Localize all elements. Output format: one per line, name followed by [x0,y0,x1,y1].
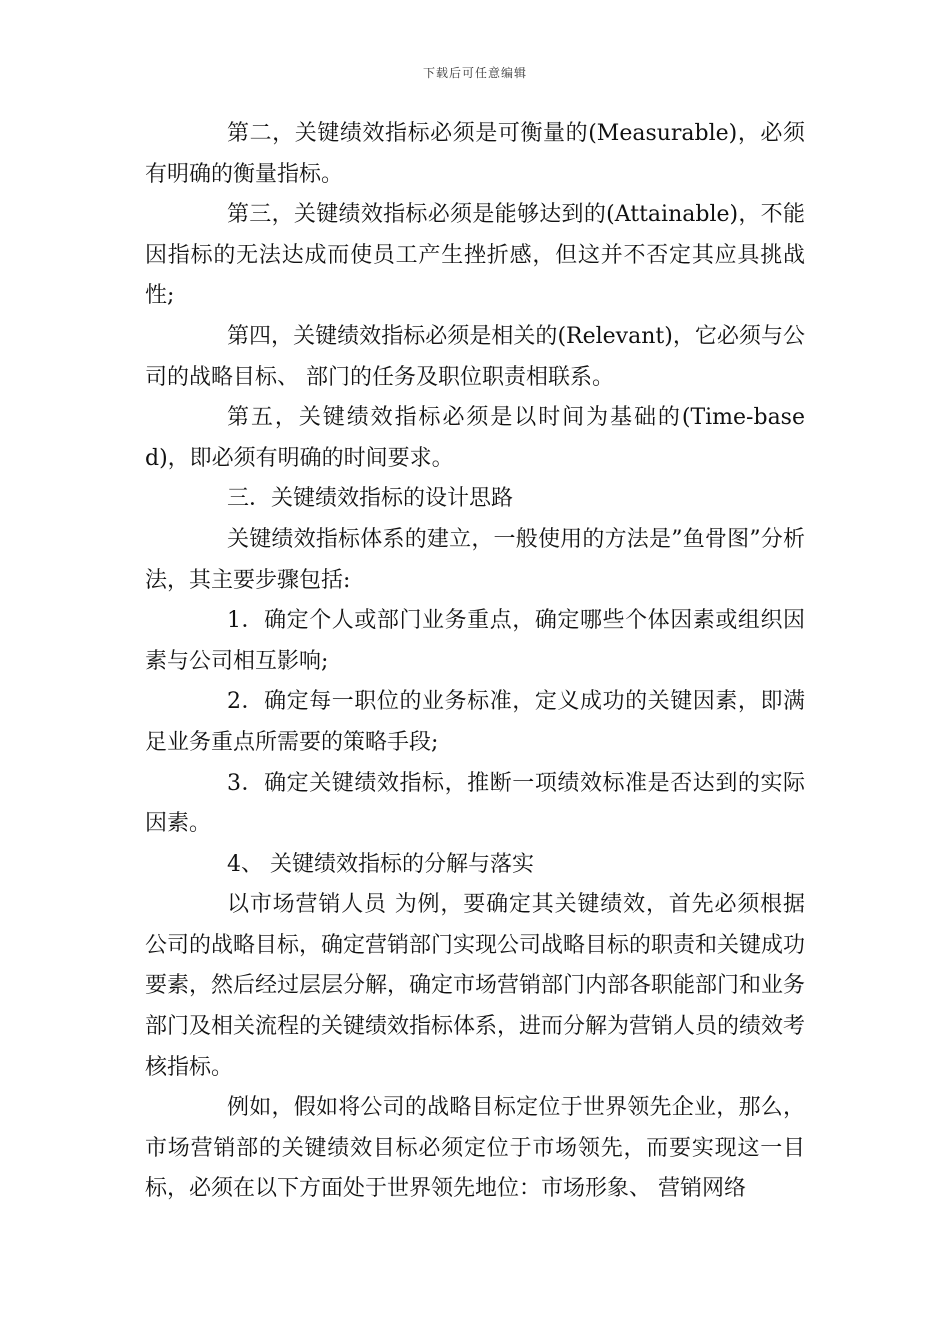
paragraph-time-based: 第五，关键绩效指标必须是以时间为基础的(Time-based)，即必须有明确的时间要求。 [145,405,805,471]
section-heading-decomposition: 4、 关键绩效指标的分解与落实 [227,851,534,877]
list-item-step-2: 2．确定每一职位的业务标准，定义成功的关键因素，即满足业务重点所需要的策略手段; [145,689,805,755]
paragraph-world-leader-example: 例如，假如将公司的战略目标定位于世界领先企业，那么， 市场营销部的关键绩效目标必须定位于市场领先，而要实现这一目标，必须在以下方面处于世界领先地位：市场形象、 营销网络 [145,1095,805,1202]
paragraph-marketing-example: 以市场营销人员 为例，要确定其关键绩效，首先必须根据公司的战略目标，确定营销部门实现公司战略目标的职责和关键成功要素，然后经过层层分解，确定市场营销部门内部各职能部门和业务部门及相关流程的关键绩效指标体系，进而分解为营销人员的绩效考核指标。 [145,892,806,1080]
list-item-step-3: 3．确定关键绩效指标，推断一项绩效标准是否达到的实际因素。 [145,770,805,837]
paragraph-attainable: 第三，关键绩效指标必须是能够达到的(Attainable)，不能因指标的无法达成而使员工产生挫折感，但这并不否定其应具挑战性; [145,202,805,309]
paragraph-relevant: 第四，关键绩效指标必须是相关的(Relevant)，它必须与公司的战略目标、 部门的任务及职位职责相联系。 [145,323,805,390]
page-header: 下载后可任意编辑 [422,66,527,80]
paragraph-fishbone-method: 关键绩效指标体系的建立，一般使用的方法是”鱼骨图”分析法，其主要步骤包括: [145,526,805,593]
list-item-step-1: 1．确定个人或部门业务重点，确定哪些个体因素或组织因素与公司相互影响; [145,608,805,674]
section-heading-design-approach: 三．关键绩效指标的设计思路 [227,486,514,512]
document-body [145,114,805,1210]
paragraph-measurable: 第二，关键绩效指标必须是可衡量的(Measurable)，必须有明确的衡量指标。 [145,121,805,187]
